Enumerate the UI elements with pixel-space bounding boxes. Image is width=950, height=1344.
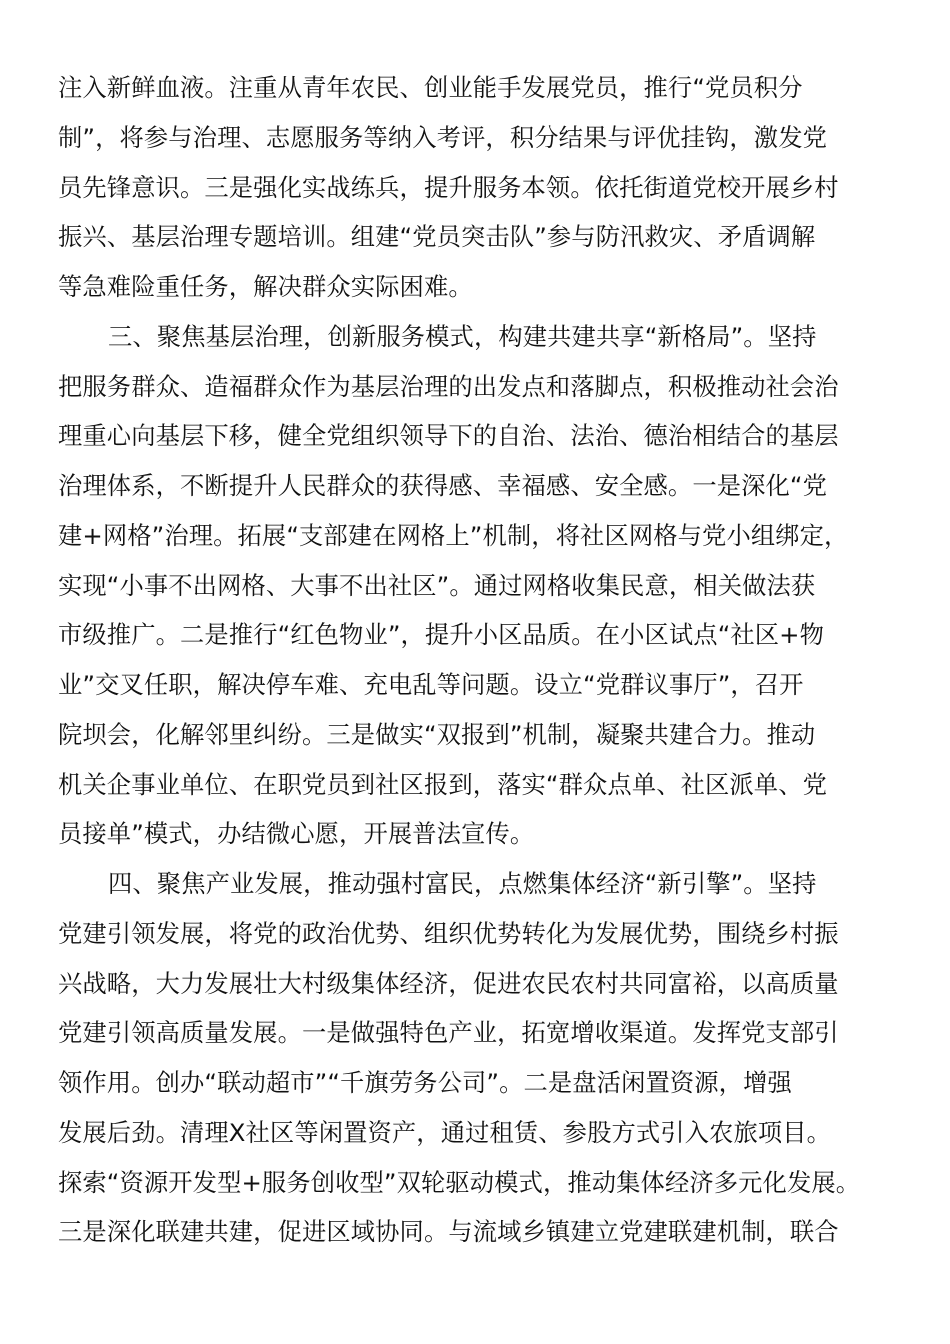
paragraph-section-4 bbox=[58, 866, 928, 1264]
text-line: 党建引领高质量发展。一是做强特色产业，拓宽增收渠道。发挥党支部引 bbox=[58, 1018, 839, 1048]
text-line: 建+网格”治理。拓展“支部建在网格上”机制，将社区网格与党小组绑定， bbox=[58, 520, 849, 550]
text-line: 院坝会，化解邻里纠纷。三是做实“双报到”机制，凝聚共建合力。推动 bbox=[58, 719, 816, 749]
text-line: 领作用。创办“联动超市”“千旗劳务公司”。二是盘活闲置资源，增强 bbox=[58, 1068, 792, 1097]
text-line: 业”交叉任职，解决停车难、充电乱等问题。设立“党群议事厅”，召开 bbox=[58, 670, 804, 699]
paragraph-continuation bbox=[58, 70, 928, 319]
text-line: 兴战略，大力发展壮大村级集体经济，促进农民农村共同富裕，以高质量 bbox=[58, 968, 839, 998]
text-line: 治理体系，不断提升人民群众的获得感、幸福感、安全感。一是深化“党 bbox=[58, 471, 827, 500]
section-heading-line: 四、聚焦产业发展，推动强村富民，点燃集体经济“新引擎”。坚持 bbox=[108, 869, 817, 898]
document-page bbox=[58, 70, 928, 1264]
text-line: 市级推广。二是推行“红色物业”，提升小区品质。在小区试点“社区+物 bbox=[58, 620, 825, 650]
text-line: 等急难险重任务，解决群众实际困难。 bbox=[58, 272, 473, 301]
text-line: 制”，将参与治理、志愿服务等纳入考评，积分结果与评优挂钩，激发党 bbox=[58, 122, 827, 152]
paragraph-section-3 bbox=[58, 319, 928, 866]
text-line: 党建引领发展，将党的政治优势、组织优势转化为发展优势，围绕乡村振 bbox=[58, 918, 839, 948]
text-line: 振兴、基层治理专题培训。组建“党员突击队”参与防汛救灾、矛盾调解 bbox=[58, 222, 816, 252]
text-line: 员接单”模式，办结微心愿，开展普法宣传。 bbox=[58, 819, 535, 849]
text-line: 发展后劲。清理X社区等闲置资产，通过租赁、参股方式引入农旅项目。 bbox=[58, 1117, 832, 1147]
section-heading-line: 三、聚焦基层治理，创新服务模式，构建共建共享“新格局”。坚持 bbox=[108, 321, 817, 351]
text-line: 理重心向基层下移，健全党组织领导下的自治、法治、德治相结合的基层 bbox=[58, 421, 839, 451]
text-line: 机关企事业单位、在职党员到社区报到，落实“群众点单、社区派单、党 bbox=[58, 769, 827, 799]
text-line: 实现“小事不出网格、大事不出社区”。通过网格收集民意，相关做法获 bbox=[58, 570, 816, 600]
text-line: 员先锋意识。三是强化实战练兵，提升服务本领。依托街道党校开展乡村 bbox=[58, 172, 839, 202]
text-line: 把服务群众、造福群众作为基层治理的出发点和落脚点，积极推动社会治 bbox=[58, 371, 839, 401]
text-line: 三是深化联建共建，促进区域协同。与流域乡镇建立党建联建机制，联合 bbox=[58, 1217, 839, 1247]
text-line: 探索“资源开发型+服务创收型”双轮驱动模式，推动集体经济多元化发展。 bbox=[58, 1167, 861, 1197]
text-line: 注入新鲜血液。注重从青年农民、创业能手发展党员，推行“党员积分 bbox=[58, 73, 803, 102]
